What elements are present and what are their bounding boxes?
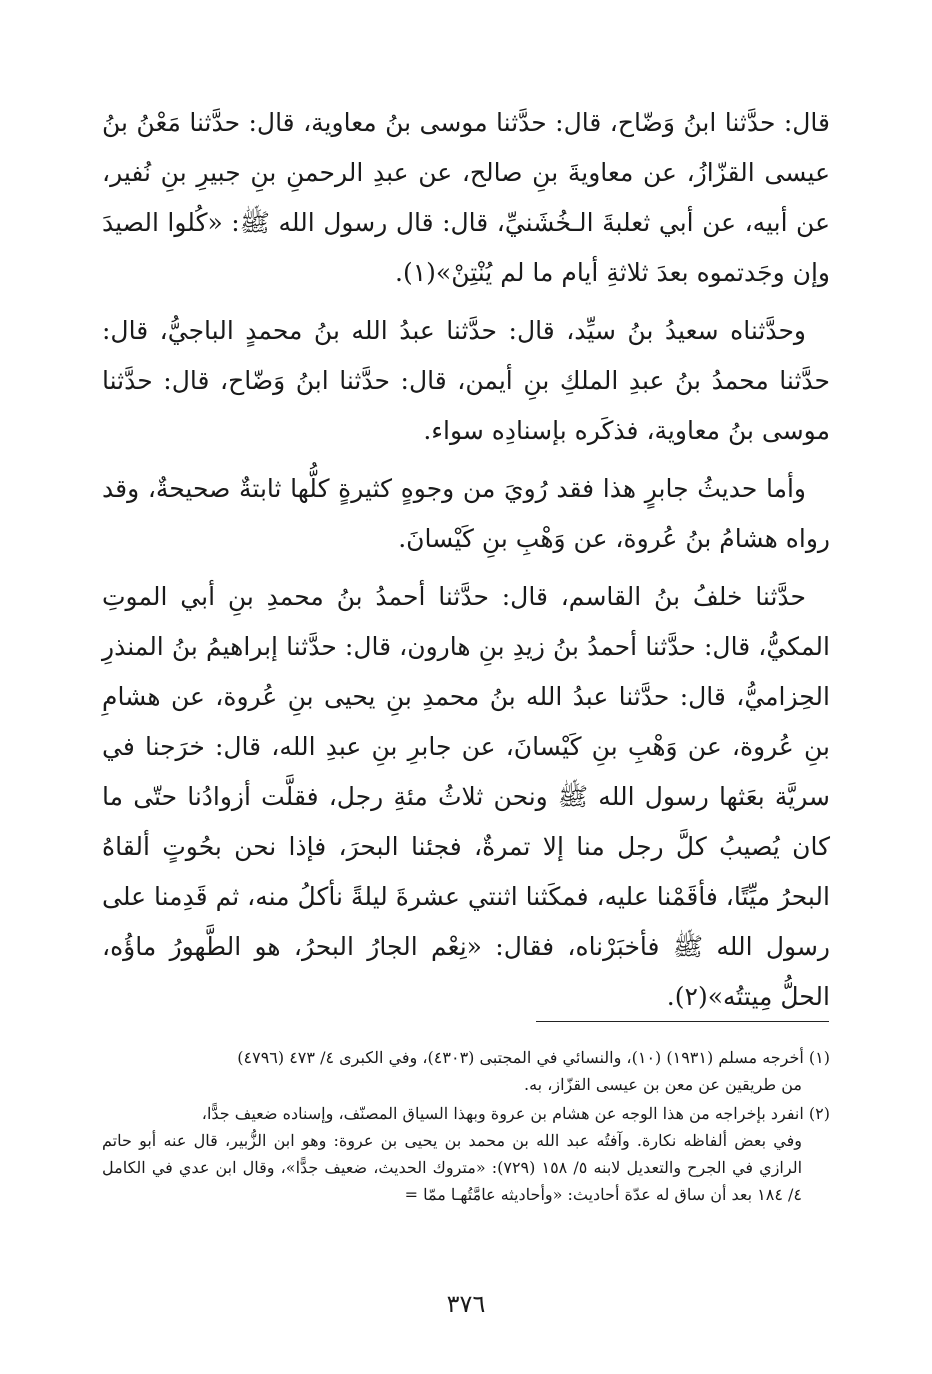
footnote-2-continuation: وفي بعض ألفاظه نكارة. وآفتُه عبد الله بن محمد بن يحيى بن عروة: وهو ابن الزُّبير، قال عنه أبو حاتم الرازي في الجرح والتعديل لابنه ٥/ ١٥٨ (٧٢٩): «متروك الحديث، ضعيف جدًّا»، وقال ابن عدي في الكامل ٤/ ١٨٤ بعد أن ساق له عدّة أحاديث: «وأحاديثه عامَّتُهـا ممّا = [102,1131,803,1204]
footnote-1-continuation: من طريقين عن معن بن عيسى القزّاز، به. [524,1075,802,1094]
footnote-1 [102,1044,830,1098]
paragraph-1: قال: حدَّثنا ابنُ وَضّاح، قال: حدَّثنا موسى بنُ معاوية، قال: حدَّثنا مَعْنُ بنُ عيسى القزّازُ، عن معاويةَ بنِ صالح، عن عبدِ الرحمنِ بنِ جبيرِ بنِ نُفير، عن أبيه، عن أبي ثعلبةَ الـخُشَنيِّ، قال: قال رسول الله ﷺ: «كُلوا الصيدَ وإن وجَدتموه بعدَ ثلاثةِ أيام ما لم يُنْتِنْ»(١). [102,108,830,287]
footnote-2-first-line: (٢) انفرد بإخراجه من هذا الوجه عن هشام بن عروة وبهذا السياق المصنّف، وإسناده ضعيف جدًّا، [201,1104,830,1123]
page-number: ٣٧٦ [446,1290,486,1318]
footnotes-section [102,1044,830,1210]
main-text-body [102,98,830,1030]
footnote-divider [536,1021,829,1022]
footnote-2 [102,1100,830,1208]
paragraph-3: وأما حديثُ جابرٍ هذا فقد رُويَ من وجوهٍ كثيرةٍ كلُّها ثابتةٌ صحيحةٌ، وقد رواه هشامُ بنُ عُروة، عن وَهْبِ بنِ كَيْسانَ. [102,474,830,553]
footnote-1-first-line: (١) أخرجه مسلم (١٩٣١) (١٠)، والنسائي في المجتبى (٤٣٠٣)، وفي الكبرى ٤/ ٤٧٣ (٤٧٩٦) [237,1048,830,1067]
paragraph-4: حدَّثنا خلفُ بنُ القاسم، قال: حدَّثنا أحمدُ بنُ محمدِ بنِ أبي الموتِ المكيُّ، قال: حدَّثنا أحمدُ بنُ زيدِ بنِ هارون، قال: حدَّثنا إبراهيمُ بنُ المنذرِ الحِزاميُّ، قال: حدَّثنا عبدُ الله بنُ محمدِ بنِ يحيى بنِ عُروة، عن هشامِ بنِ عُروة، عن وَهْبِ بنِ كَيْسانَ، عن جابرِ بنِ عبدِ الله، قال: خرَجنا في سريَّة بعَثها رسول الله ﷺ ونحن ثلاثُ مئةِ رجل، فقلَّت أزوادُنا حتّى ما كان يُصيبُ كلَّ رجل منا إلا تمرةٌ، فجئنا البحرَ، فإذا نحن بحُوتٍ ألقاهُ البحرُ ميِّتًا، فأقَمْنا عليه، فمكَثنا اثنتي عشرةَ ليلةً نأكلُ منه، ثم قَدِمنا على رسول الله ﷺ فأخبَرْناه، فقال: «نِعْم الجارُ البحرُ، هو الطَّهورُ ماؤُه، الحلُّ مِيتتُه»(٢). [102,582,830,1011]
paragraph-2: وحدَّثناه سعيدُ بنُ سيِّد، قال: حدَّثنا عبدُ الله بنُ محمدٍ الباجيُّ، قال: حدَّثنا محمدُ بنُ عبدِ الملكِ بنِ أيمن، قال: حدَّثنا ابنُ وَضّاح، قال: حدَّثنا موسى بنُ معاوية، فذكَره بإسنادِه سواء. [102,316,830,445]
